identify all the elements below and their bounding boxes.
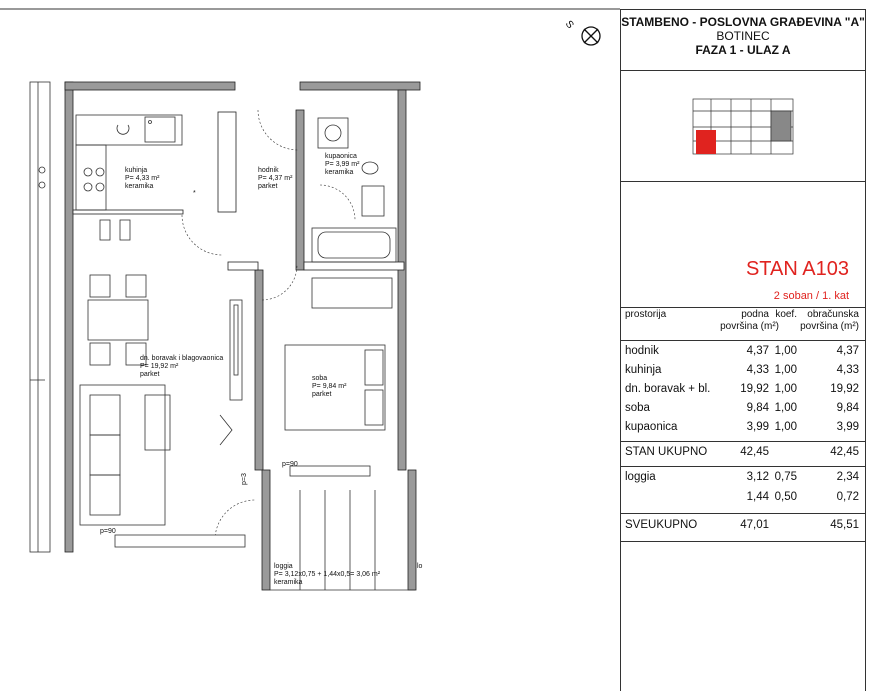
label-soba-floor: parket <box>312 391 332 398</box>
dining-table <box>88 275 148 365</box>
label-loggia-area: P= 3,12x0,75 + 1,44x0,5= 3,06 m² <box>274 571 381 578</box>
label-kuhinja-name: kuhinja <box>125 167 148 174</box>
label-p3: p=3 <box>241 473 248 485</box>
table-header-2 <box>621 321 865 339</box>
label-p90-door: p=90 <box>282 461 298 468</box>
info-panel <box>620 9 866 691</box>
loggia-row: loggia 3,12 0,75 2,34 <box>625 471 859 483</box>
grand-total-row: SVEUKUPNO 47,01 45,51 <box>625 519 859 531</box>
table-row: hodnik 4,37 1,00 4,37 <box>625 345 859 357</box>
header-floor-area-2: površina (m²) <box>720 321 779 332</box>
label-kupaonica-floor: keramika <box>325 169 354 176</box>
label-hodnik-floor: parket <box>258 183 278 190</box>
bathroom-fixtures <box>312 118 396 262</box>
label-boravak-area: P= 19,92 m² <box>140 363 179 370</box>
label-loggia-floor: keramika <box>274 579 303 586</box>
label-kuhinja-area: P= 4,33 m² <box>125 175 160 182</box>
project-header <box>621 10 865 71</box>
partition-walls <box>73 112 404 270</box>
label-boravak-name: dn. boravak i blagovaonica <box>140 355 224 362</box>
label-p90-window: p=90 <box>100 528 116 535</box>
sofa <box>80 385 170 525</box>
project-title: STAMBENO - POSLOVNA GRAĐEVINA "A" <box>621 15 865 29</box>
label-kupaonica-name: kupaonica <box>325 153 357 160</box>
label-hodnik-name: hodnik <box>258 167 279 174</box>
apartment-subtitle: 2 soban / 1. kat <box>773 290 849 302</box>
label-hodnik-area: P= 4,37 m² <box>258 175 293 182</box>
label-soba-name: soba <box>312 375 328 382</box>
table-row: kuhinja 4,33 1,00 4,33 <box>625 364 859 376</box>
key-plan-highlight <box>696 130 716 154</box>
table-row: dn. boravak + bl. 19,92 1,00 19,92 <box>625 383 859 395</box>
header-room: prostorija <box>625 309 667 320</box>
key-plan <box>621 71 865 182</box>
header-coef: koef. <box>775 309 797 320</box>
header-calc-area-2: površina (m²) <box>800 321 859 332</box>
label-kuhinja-floor: keramika <box>125 183 154 190</box>
project-location: BOTINEC <box>716 29 770 43</box>
bed <box>285 278 392 430</box>
neighbour-unit-left <box>30 82 50 552</box>
project-phase: FAZA 1 - ULAZ A <box>695 43 791 57</box>
label-loggia-name: loggia <box>274 563 293 570</box>
structural-walls <box>65 82 420 590</box>
north-arrow-icon <box>563 19 600 45</box>
loggia-row: 1,44 0,50 0,72 <box>746 491 859 503</box>
label-lo: lo <box>417 563 423 570</box>
compass-label: S <box>562 18 576 31</box>
total-row: STAN UKUPNO 42,45 42,45 <box>625 446 859 458</box>
label-boravak-floor: parket <box>140 371 160 378</box>
header-floor-area-1: podna <box>741 309 769 320</box>
label-soba-area: P= 9,84 m² <box>312 383 347 390</box>
table-row: soba 9,84 1,00 9,84 <box>625 402 859 414</box>
tv-unit <box>220 300 242 445</box>
table-row: kupaonica 3,99 1,00 3,99 <box>625 421 859 433</box>
header-calc-area-1: obračunska <box>807 309 859 320</box>
label-kupaonica-area: P= 3,99 m² <box>325 161 360 168</box>
apartment-title: STAN A103 <box>745 258 849 280</box>
label-star: * <box>193 190 196 197</box>
